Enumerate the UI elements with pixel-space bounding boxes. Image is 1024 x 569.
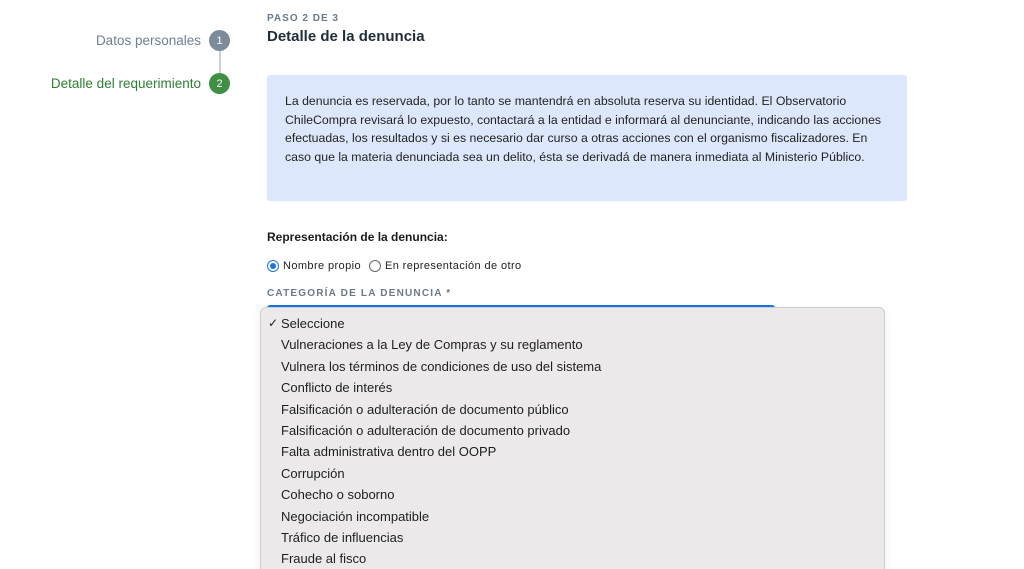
- step-label: Datos personales: [95, 33, 201, 48]
- step-datos-personales[interactable]: [96, 30, 230, 51]
- info-notice: La denuncia es reservada, por lo tanto se mantendrá en absoluta reserva su identidad. El Observatorio ChileCompra revisará lo expuesto, contactará a la entidad e informará al denunciante, indicando las acciones efectuadas, los resultados y si es necesario dar curso a otras acciones con el organismo fiscalizadores. En caso que la materia denunciada sea un delito, ésta se derivadá de manera inmediata al Ministerio Público.: [267, 75, 907, 201]
- radio-en-representacion[interactable]: [369, 260, 381, 272]
- dropdown-option[interactable]: Conflicto de interés: [281, 380, 393, 396]
- dropdown-option[interactable]: Vulnera los términos de condiciones de uso del sistema: [281, 358, 602, 374]
- dropdown-option[interactable]: Cohecho o soborno: [281, 487, 395, 503]
- dropdown-option[interactable]: Falsificación o adulteración de documento privado: [281, 422, 571, 438]
- step-number-badge: 2: [209, 73, 230, 94]
- step-number-badge: 1: [209, 30, 230, 51]
- option-label: Seleccione: [281, 316, 345, 331]
- step-connector: [219, 51, 221, 73]
- category-dropdown-list[interactable]: [260, 307, 885, 569]
- dropdown-option[interactable]: Falsificación o adulteración de documento público: [281, 401, 569, 417]
- dropdown-option[interactable]: [261, 313, 884, 334]
- stepper: [0, 0, 240, 569]
- dropdown-option[interactable]: Negociación incompatible: [281, 508, 430, 524]
- step-counter: PASO 2 DE 3: [267, 13, 339, 24]
- checkmark-icon: ✓: [268, 316, 279, 330]
- step-detalle-requerimiento[interactable]: [51, 73, 230, 94]
- dropdown-option[interactable]: Fraude al fisco: [281, 551, 367, 567]
- radio-label-en-representacion[interactable]: En representación de otro: [384, 260, 522, 272]
- dropdown-option[interactable]: Vulneraciones a la Ley de Compras y su reglamento: [281, 337, 583, 353]
- radio-label-nombre-propio[interactable]: Nombre propio: [283, 260, 361, 272]
- representation-label: Representación de la denuncia:: [267, 230, 448, 244]
- dropdown-option[interactable]: Tráfico de influencias: [281, 529, 404, 545]
- step-label: Detalle del requerimiento: [50, 76, 201, 91]
- dropdown-option[interactable]: Falta administrativa dentro del OOPP: [281, 444, 497, 460]
- page-title: Detalle de la denuncia: [267, 28, 425, 45]
- category-label: CATEGORÍA DE LA DENUNCIA *: [267, 288, 452, 299]
- representation-radio-group: [267, 260, 530, 272]
- radio-nombre-propio[interactable]: [267, 260, 279, 272]
- dropdown-option[interactable]: Corrupción: [281, 465, 345, 481]
